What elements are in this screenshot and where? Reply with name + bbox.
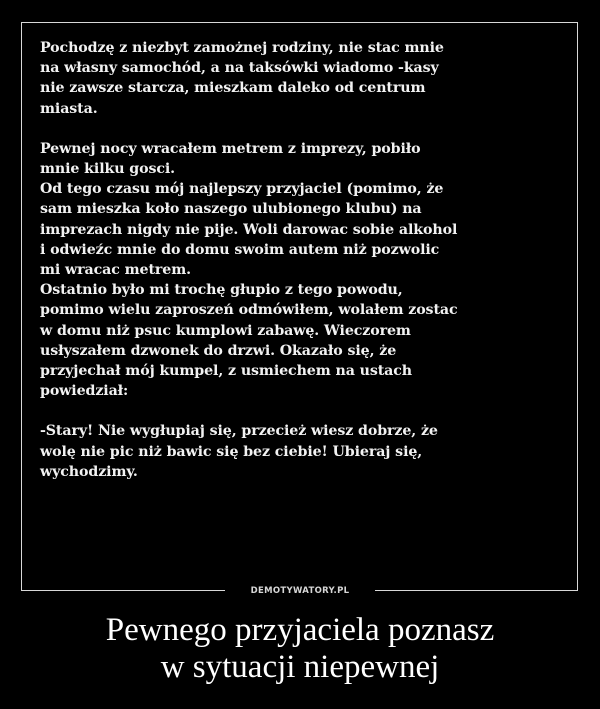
caption-line-1: Pewnego przyjaciela poznasz xyxy=(105,612,495,648)
story-paragraph-2: Pewnej nocy wracałem metrem z imprezy, pobiło mnie kilku gosci. Od tego czasu mój najlepszy przyjaciel (pomimo, że sam mieszka koło naszego ulubionego klubu) na imprezach nigdy nie pije. Woli darowac sobie alkohol i odwieźc mnie do domu swoim autem niż pozwolic mi wracac metrem. Ostatnio było mi trochę głupio z tego powodu, pomimo wielu zaproszeń odmówiłem, wolałem zostac w domu niż psuc kumplowi zabawę. Wieczorem usłyszałem dzwonek do drzwi. Okazało się, że przyjechał mój kumpel, z usmiechem na ustach powiedział: xyxy=(40,140,458,400)
caption-line-2: w sytuacji niepewnej xyxy=(160,649,440,685)
caption xyxy=(0,612,600,686)
story-paragraph-1: Pochodzę z niezbyt zamożnej rodziny, nie stac mnie na własny samochód, a na taksówki wiadomo -kasy nie zawsze starcza, mieszkam daleko od centrum miasta. xyxy=(40,40,444,117)
story-text xyxy=(40,38,560,482)
site-watermark: DEMOTYWATORY.PL xyxy=(225,584,375,598)
story-paragraph-3: -Stary! Nie wygłupiaj się, przecież wiesz dobrze, że wolę nie pic niż bawic się bez ciebie! Ubieraj się, wychodzimy. xyxy=(40,423,438,480)
